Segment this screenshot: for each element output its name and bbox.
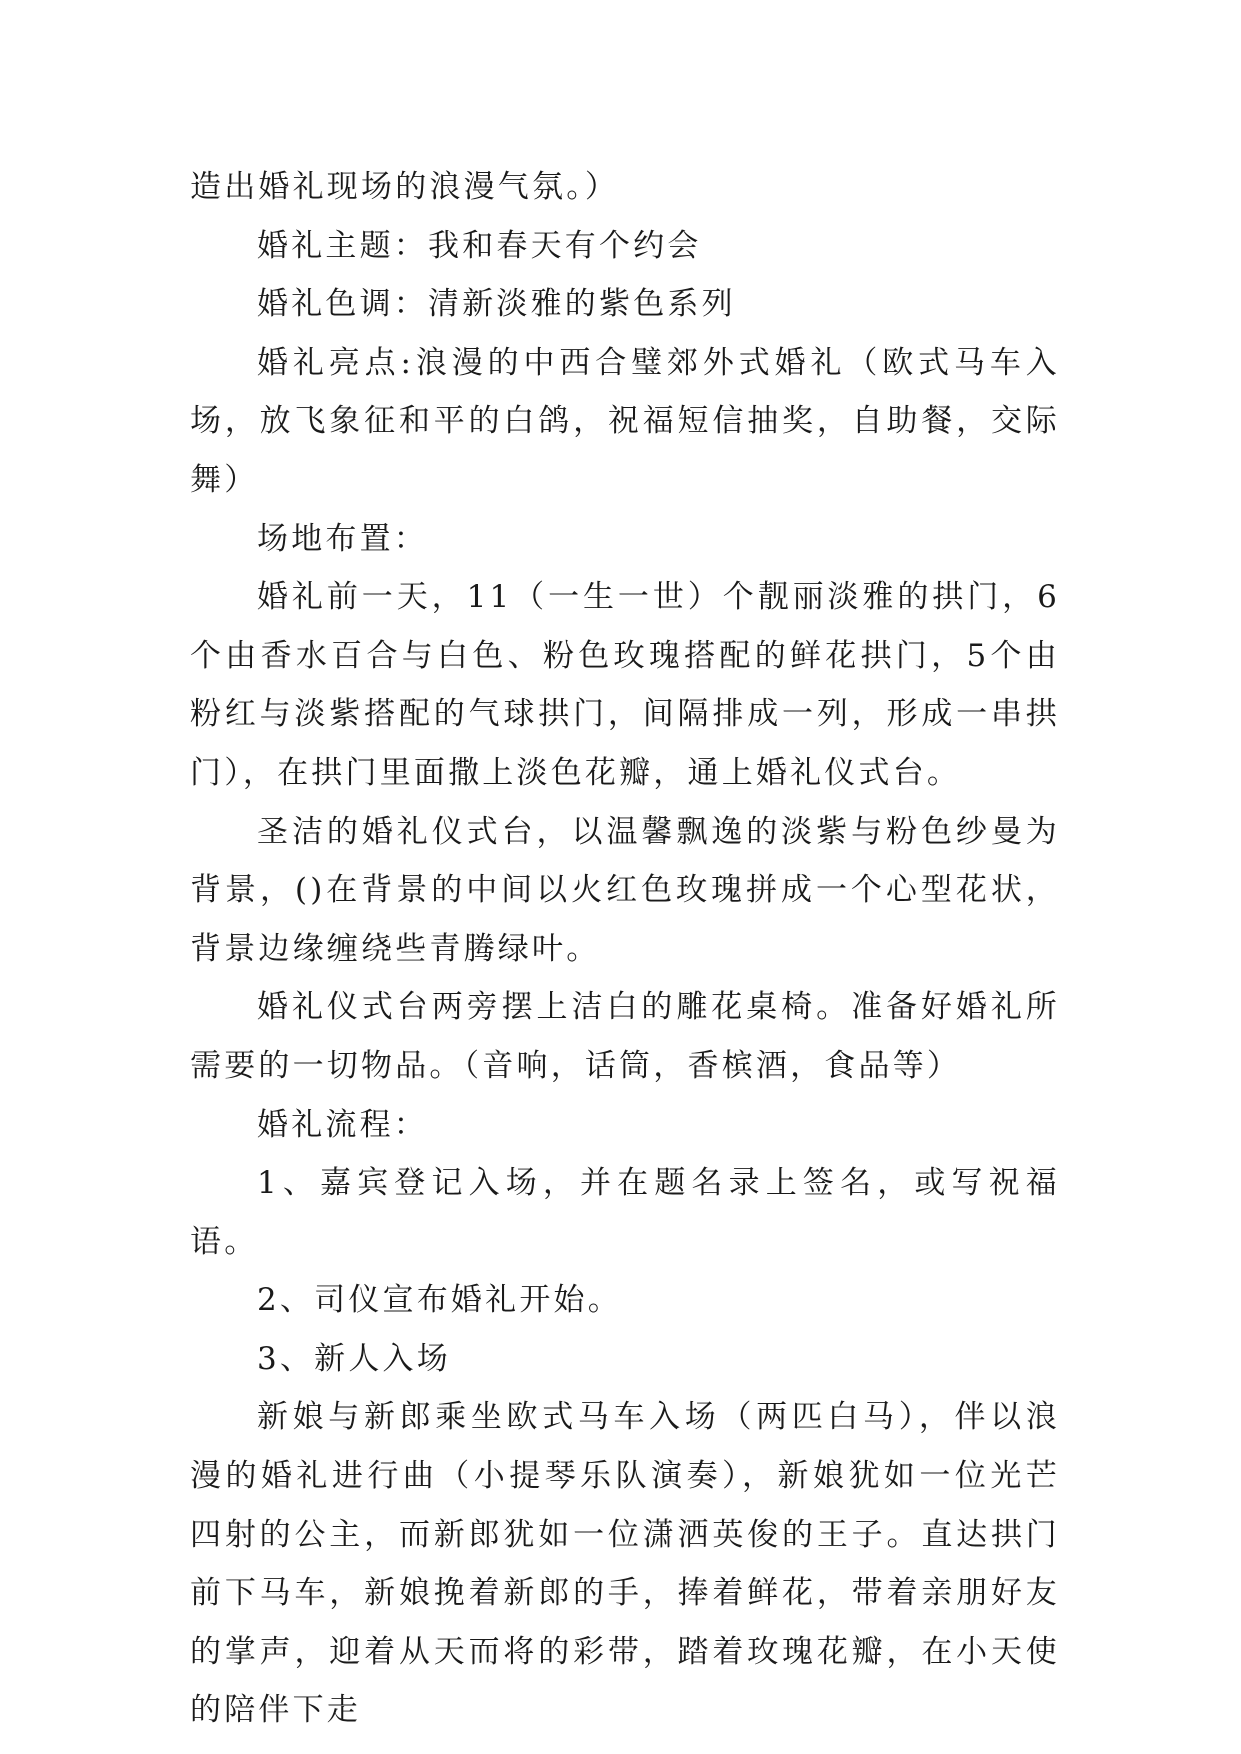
paragraph-tables-chairs: 婚礼仪式台两旁摆上洁白的雕花桌椅。准备好婚礼所需要的一切物品。（音响，话筒，香槟酒，食品等） [190,989,1060,1084]
paragraph-wedding-theme: 婚礼主题：我和春天有个约会 [257,227,702,264]
paragraph-continuation: 造出婚礼现场的浪漫气氛。） [190,169,620,205]
paragraph-venue-heading: 场地布置： [257,520,428,557]
paragraph-wedding-color: 婚礼色调：清新淡雅的紫色系列 [257,286,736,323]
paragraph-wedding-highlights: 婚礼亮点:浪漫的中西合璧郊外式婚礼（欧式马车入场，放飞象征和平的白鸽，祝福短信抽奖，自助餐，交际舞） [190,344,1060,498]
paragraph-arches: 婚礼前一天，11（一生一世）个靓丽淡雅的拱门，6个由香水百合与白色、粉色玫瑰搭配的鲜花拱门，5个由粉红与淡紫搭配的气球拱门，间隔排成一列，形成一串拱门），在拱门里面撒上淡色花瓣，通上婚礼仪式台。 [190,579,1060,791]
paragraph-entrance: 新娘与新郎乘坐欧式马车入场（两匹白马），伴以浪漫的婚礼进行曲（小提琴乐队演奏），新娘犹如一位光芒四射的公主，而新郎犹如一位潇洒英俊的王子。直达拱门前下马车，新娘挽着新郎的手，捧着鲜花，带着亲朋好友的掌声，迎着从天而将的彩带，踏着玫瑰花瓣，在小天使的陪伴下走 [190,1399,1060,1729]
paragraph-process-heading: 婚礼流程： [257,1106,428,1143]
paragraph-step-2: 2、司仪宣布婚礼开始。 [257,1282,622,1319]
paragraph-ceremony-stage: 圣洁的婚礼仪式台，以温馨飘逸的淡紫与粉色纱曼为背景，()在背景的中间以火红色玫瑰拼成一个心型花状，背景边缘缠绕些青腾绿叶。 [190,813,1060,967]
paragraph-step-3: 3、新人入场 [257,1340,451,1377]
document-body [190,158,1060,1740]
paragraph-step-1: 1、嘉宾登记入场，并在题名录上签名，或写祝福语。 [190,1165,1060,1260]
